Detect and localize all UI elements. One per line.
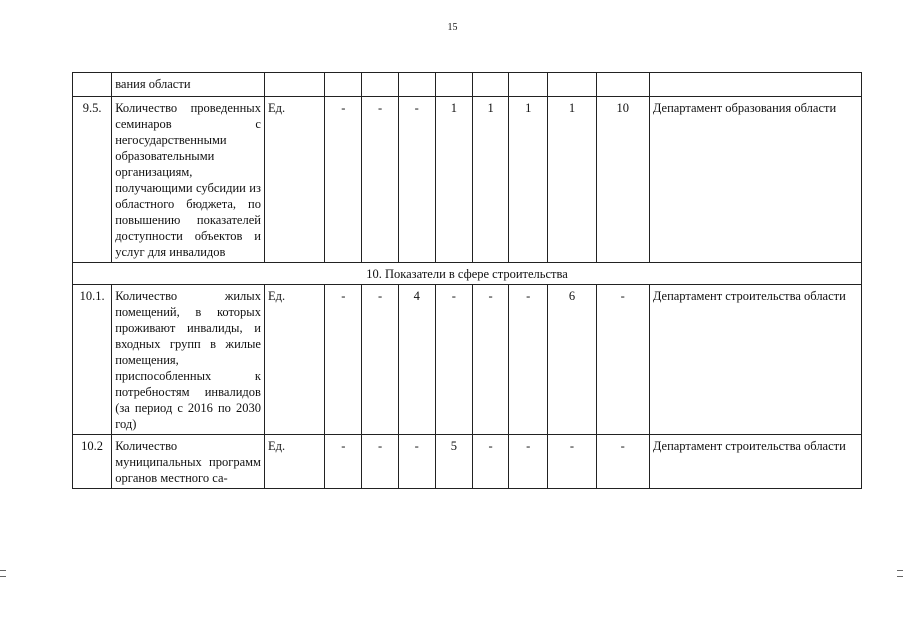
value-cell: 6 (548, 285, 596, 435)
row-number: 10.1. (73, 285, 112, 435)
unit-cell (264, 73, 324, 97)
value-cell (548, 73, 596, 97)
table-row (73, 97, 862, 263)
value-cell: 1 (509, 97, 548, 263)
value-cell: - (596, 435, 649, 489)
value-cell (398, 73, 435, 97)
value-cell: 5 (435, 435, 472, 489)
value-cell (435, 73, 472, 97)
indicators-table (72, 72, 862, 489)
section-title: 10. Показатели в сфере строительства (73, 263, 862, 285)
value-cell: - (362, 97, 398, 263)
value-cell: 1 (548, 97, 596, 263)
value-cell: - (548, 435, 596, 489)
value-cell: 10 (596, 97, 649, 263)
value-cell (472, 73, 508, 97)
department-cell: Департамент образования области (649, 97, 861, 263)
value-cell (325, 73, 362, 97)
department-cell: Департамент строительства области (649, 285, 861, 435)
department-cell (649, 73, 861, 97)
table-row (73, 285, 862, 435)
row-number: 9.5. (73, 97, 112, 263)
value-cell: - (325, 285, 362, 435)
indicator-name: вания области (112, 73, 265, 97)
value-cell: - (398, 435, 435, 489)
unit-cell: Ед. (264, 435, 324, 489)
value-cell: - (325, 97, 362, 263)
table-row (73, 73, 862, 97)
value-cell: - (472, 285, 508, 435)
indicator-name: Количество муниципальных программ органов местного са- (112, 435, 265, 489)
indicator-name: Количество проведенных семинаров с негосударственными образовательными организациям, получающими субсидии из областного бюджета, по повышению показателей доступности объектов и услуг для инвалидов (112, 97, 265, 263)
value-cell (362, 73, 398, 97)
value-cell: - (509, 435, 548, 489)
department-cell: Департамент строительства области (649, 435, 861, 489)
scan-edge-mark-right (897, 570, 903, 577)
table-row (73, 435, 862, 489)
row-number: 10.2 (73, 435, 112, 489)
value-cell: - (325, 435, 362, 489)
row-number (73, 73, 112, 97)
indicator-name: Количество жилых помещений, в которых проживают инвалиды, и входных групп в жилые помещения, приспособленных к потребностям инвалидов (за период с 2016 по 2030 год) (112, 285, 265, 435)
page-number: 15 (447, 22, 458, 33)
value-cell: - (472, 435, 508, 489)
value-cell: 4 (398, 285, 435, 435)
value-cell: 1 (472, 97, 508, 263)
value-cell: 1 (435, 97, 472, 263)
value-cell (596, 73, 649, 97)
value-cell: - (509, 285, 548, 435)
value-cell: - (362, 285, 398, 435)
unit-cell: Ед. (264, 97, 324, 263)
scan-edge-mark-left (0, 570, 6, 577)
section-header-row (73, 263, 862, 285)
value-cell: - (362, 435, 398, 489)
value-cell (509, 73, 548, 97)
unit-cell: Ед. (264, 285, 324, 435)
value-cell: - (435, 285, 472, 435)
value-cell: - (398, 97, 435, 263)
value-cell: - (596, 285, 649, 435)
